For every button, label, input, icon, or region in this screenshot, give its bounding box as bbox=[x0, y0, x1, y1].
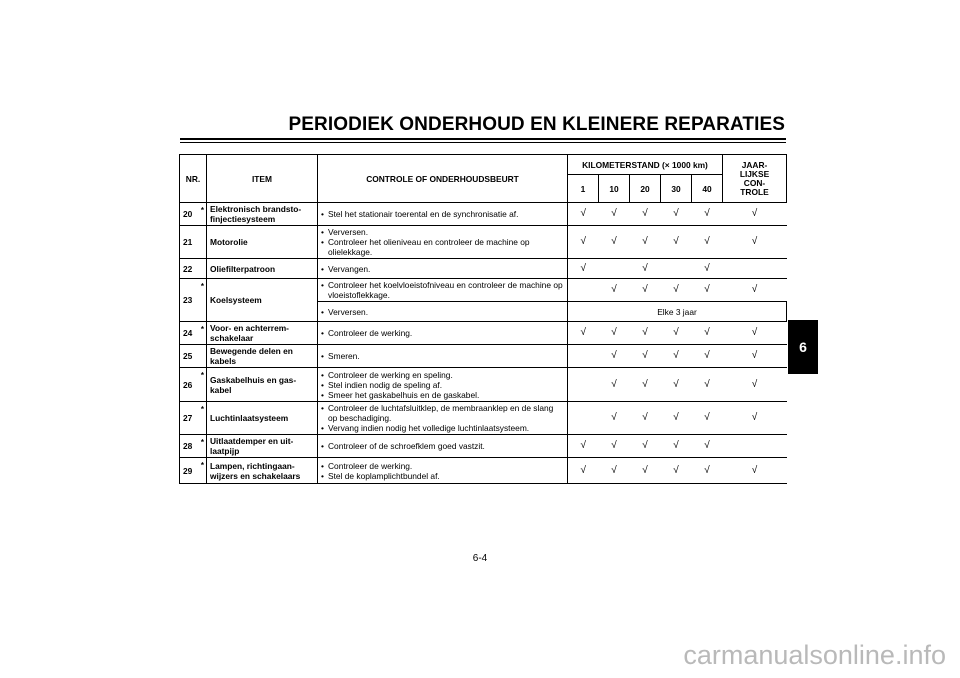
km-check-cell: √ bbox=[630, 279, 661, 302]
control-action: • Controleer de werking en speling. bbox=[321, 370, 564, 380]
km-check-cell: √ bbox=[599, 226, 630, 259]
row-number bbox=[180, 345, 207, 368]
row-number-text: 24 bbox=[183, 328, 193, 338]
header-km: 40 bbox=[692, 175, 723, 203]
maintenance-table bbox=[179, 154, 787, 484]
table-row bbox=[180, 279, 787, 302]
row-number bbox=[180, 322, 207, 345]
dealer-service-marker: * bbox=[200, 206, 204, 215]
header-km: 20 bbox=[630, 175, 661, 203]
header-yearly: JAAR- LIJKSE CON- TROLE bbox=[723, 155, 787, 203]
dealer-service-marker: * bbox=[200, 405, 204, 414]
row-item: Koelsysteem bbox=[207, 279, 318, 322]
title-rule-thin bbox=[180, 142, 786, 143]
km-check-cell: √ bbox=[661, 226, 692, 259]
row-control bbox=[318, 259, 568, 279]
km-check-cell: √ bbox=[599, 279, 630, 302]
control-action: • Verversen. bbox=[321, 307, 564, 317]
dealer-service-marker: * bbox=[200, 325, 204, 334]
control-action: • Smeer het gaskabelhuis en de gaskabel. bbox=[321, 390, 564, 400]
watermark: carmanualsonline.info bbox=[683, 640, 946, 670]
row-item: Voor- en achterrem- schakelaar bbox=[207, 322, 318, 345]
header-control: CONTROLE OF ONDERHOUDSBEURT bbox=[318, 155, 568, 203]
km-check-cell: √ bbox=[599, 435, 630, 458]
km-check-cell: √ bbox=[692, 226, 723, 259]
km-check-cell: √ bbox=[630, 322, 661, 345]
row-number-text: 21 bbox=[183, 237, 193, 247]
control-action: • Controleer de luchtafsluitklep, de membraanklep en de slang op beschadiging. bbox=[321, 403, 564, 423]
km-check-cell: √ bbox=[661, 402, 692, 435]
row-number-text: 28 bbox=[183, 441, 193, 451]
row-control bbox=[318, 402, 568, 435]
row-number bbox=[180, 203, 207, 226]
row-number-text: 26 bbox=[183, 379, 193, 390]
control-action: • Stel het stationair toerental en de synchronisatie af. bbox=[321, 209, 564, 219]
km-check-cell: √ bbox=[692, 345, 723, 368]
km-check-cell: √ bbox=[692, 402, 723, 435]
header-km-group: KILOMETERSTAND (× 1000 km) bbox=[568, 155, 723, 175]
header-km: 10 bbox=[599, 175, 630, 203]
km-check-cell bbox=[568, 402, 599, 435]
control-action: • Vervang indien nodig het volledige luchtinlaatsysteem. bbox=[321, 423, 564, 433]
row-control bbox=[318, 302, 568, 322]
control-action: • Controleer de werking. bbox=[321, 328, 564, 338]
km-check-cell: √ bbox=[630, 226, 661, 259]
km-check-cell: √ bbox=[630, 402, 661, 435]
km-check-cell: √ bbox=[630, 368, 661, 402]
header-km: 30 bbox=[661, 175, 692, 203]
header-item: ITEM bbox=[207, 155, 318, 203]
interval-note: Elke 3 jaar bbox=[568, 302, 787, 322]
row-number bbox=[180, 368, 207, 402]
km-check-cell: √ bbox=[661, 345, 692, 368]
row-control bbox=[318, 345, 568, 368]
page-number: 6-4 bbox=[472, 553, 488, 564]
km-check-cell: √ bbox=[568, 458, 599, 484]
yearly-check-cell: √ bbox=[723, 226, 787, 259]
table-row bbox=[180, 345, 787, 368]
control-action: • Smeren. bbox=[321, 351, 564, 361]
row-item: Motorolie bbox=[207, 226, 318, 259]
table-row bbox=[180, 435, 787, 458]
row-item: Bewegende delen en kabels bbox=[207, 345, 318, 368]
km-check-cell: √ bbox=[661, 435, 692, 458]
row-number-text: 22 bbox=[183, 263, 193, 274]
yearly-check-cell: √ bbox=[723, 368, 787, 402]
title-rule bbox=[180, 138, 786, 140]
yearly-check-cell: √ bbox=[723, 458, 787, 484]
yearly-check-cell: √ bbox=[723, 279, 787, 302]
km-check-cell: √ bbox=[568, 203, 599, 226]
km-check-cell: √ bbox=[692, 435, 723, 458]
row-number-text: 27 bbox=[183, 413, 193, 423]
yearly-check-cell bbox=[723, 259, 787, 279]
yearly-check-cell: √ bbox=[723, 203, 787, 226]
km-check-cell: √ bbox=[630, 435, 661, 458]
row-control bbox=[318, 368, 568, 402]
row-item: Uitlaatdemper en uit- laatpijp bbox=[207, 435, 318, 458]
row-item: Luchtinlaatsysteem bbox=[207, 402, 318, 435]
km-check-cell: √ bbox=[599, 322, 630, 345]
km-check-cell: √ bbox=[599, 345, 630, 368]
km-check-cell: √ bbox=[692, 203, 723, 226]
row-number-text: 25 bbox=[183, 351, 193, 361]
km-check-cell: √ bbox=[568, 226, 599, 259]
km-check-cell bbox=[568, 279, 599, 302]
row-control bbox=[318, 458, 568, 484]
row-item: Oliefilterpatroon bbox=[207, 259, 318, 279]
row-number bbox=[180, 226, 207, 259]
control-action: • Stel indien nodig de speling af. bbox=[321, 380, 564, 390]
km-check-cell: √ bbox=[599, 203, 630, 226]
km-check-cell: √ bbox=[692, 259, 723, 279]
dealer-service-marker: * bbox=[200, 438, 204, 447]
km-check-cell: √ bbox=[692, 458, 723, 484]
row-item: Gaskabelhuis en gas- kabel bbox=[207, 368, 318, 402]
km-check-cell: √ bbox=[599, 402, 630, 435]
row-number bbox=[180, 458, 207, 484]
km-check-cell bbox=[661, 259, 692, 279]
dealer-service-marker: * bbox=[200, 371, 204, 380]
row-control bbox=[318, 322, 568, 345]
km-check-cell: √ bbox=[568, 435, 599, 458]
km-check-cell: √ bbox=[630, 458, 661, 484]
km-check-cell: √ bbox=[630, 203, 661, 226]
km-check-cell: √ bbox=[568, 259, 599, 279]
km-check-cell bbox=[568, 345, 599, 368]
control-action: • Vervangen. bbox=[321, 264, 564, 274]
row-control bbox=[318, 279, 568, 302]
row-number-text: 29 bbox=[183, 465, 193, 476]
km-check-cell: √ bbox=[661, 203, 692, 226]
yearly-check-cell: √ bbox=[723, 402, 787, 435]
control-action: • Controleer of de schroefklem goed vastzit. bbox=[321, 441, 564, 451]
table-row bbox=[180, 458, 787, 484]
row-number bbox=[180, 402, 207, 435]
km-check-cell: √ bbox=[661, 279, 692, 302]
table-row bbox=[180, 259, 787, 279]
table-row bbox=[180, 368, 787, 402]
km-check-cell: √ bbox=[692, 368, 723, 402]
row-number bbox=[180, 279, 207, 322]
km-check-cell: √ bbox=[661, 458, 692, 484]
page-title: PERIODIEK ONDERHOUD EN KLEINERE REPARATIES bbox=[288, 114, 785, 135]
control-action: • Controleer het olieniveau en controleer de machine op olielekkage. bbox=[321, 237, 564, 257]
control-action: • Controleer de werking. bbox=[321, 461, 564, 471]
yearly-check-cell: √ bbox=[723, 345, 787, 368]
header-nr: NR. bbox=[180, 155, 207, 203]
yearly-check-cell bbox=[723, 435, 787, 458]
km-check-cell: √ bbox=[692, 322, 723, 345]
km-check-cell: √ bbox=[599, 458, 630, 484]
km-check-cell: √ bbox=[630, 259, 661, 279]
row-number bbox=[180, 259, 207, 279]
table-row bbox=[180, 402, 787, 435]
row-item: Elektronisch brandsto- finjectiesysteem bbox=[207, 203, 318, 226]
row-number-text: 23 bbox=[183, 295, 193, 305]
km-check-cell bbox=[599, 259, 630, 279]
dealer-service-marker: * bbox=[200, 282, 204, 291]
km-check-cell bbox=[568, 368, 599, 402]
row-item: Lampen, richtingaan- wijzers en schakelaars bbox=[207, 458, 318, 484]
km-check-cell: √ bbox=[661, 368, 692, 402]
km-check-cell: √ bbox=[568, 322, 599, 345]
row-control bbox=[318, 203, 568, 226]
row-control bbox=[318, 435, 568, 458]
km-check-cell: √ bbox=[630, 345, 661, 368]
km-check-cell: √ bbox=[692, 279, 723, 302]
control-action: • Verversen. bbox=[321, 227, 564, 237]
row-number bbox=[180, 435, 207, 458]
dealer-service-marker: * bbox=[200, 461, 204, 470]
row-number-text: 20 bbox=[183, 209, 193, 219]
yearly-check-cell: √ bbox=[723, 322, 787, 345]
control-action: • Controleer het koelvloeistofniveau en controleer de machine op vloeistoflekkage. bbox=[321, 280, 564, 300]
control-action: • Stel de koplamplichtbundel af. bbox=[321, 471, 564, 481]
section-tab[interactable]: 6 bbox=[788, 320, 818, 374]
table-row bbox=[180, 322, 787, 345]
table-row bbox=[180, 203, 787, 226]
table-row bbox=[180, 226, 787, 259]
row-control bbox=[318, 226, 568, 259]
km-check-cell: √ bbox=[661, 322, 692, 345]
header-km: 1 bbox=[568, 175, 599, 203]
km-check-cell: √ bbox=[599, 368, 630, 402]
